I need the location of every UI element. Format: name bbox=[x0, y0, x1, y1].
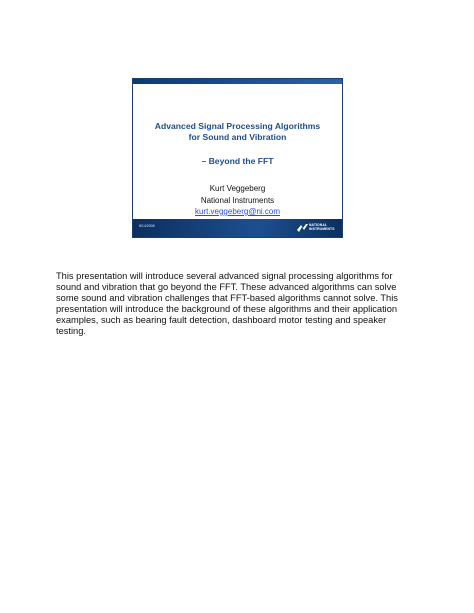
slide-title bbox=[133, 121, 342, 142]
slide-title-line: for Sound and Vibration bbox=[188, 131, 287, 142]
slide-body bbox=[133, 84, 342, 220]
national-instruments-eagle-logo-icon bbox=[297, 223, 308, 233]
notes-line: examples, such as bearing fault detection, dashboard motor testing and speaker bbox=[56, 315, 387, 326]
author-name: Kurt Veggeberg bbox=[209, 184, 266, 193]
slide-author-block bbox=[133, 183, 342, 218]
slide-title-line: Advanced Signal Processing Algorithms bbox=[154, 121, 321, 131]
ni-logo-text bbox=[309, 224, 335, 232]
speaker-notes bbox=[56, 271, 426, 338]
ni-logo-text-line: INSTRUMENTS bbox=[309, 226, 335, 231]
ni-logo bbox=[297, 222, 337, 234]
author-email-link[interactable]: kurt.veggeberg@ni.com bbox=[194, 207, 281, 216]
slide-footer-bar bbox=[133, 219, 342, 237]
slide-footer-date: 8/14/2008 bbox=[139, 224, 155, 228]
slide-subtitle: – Beyond the FFT bbox=[201, 156, 274, 166]
notes-line: presentation will introduce the background of these algorithms and their application bbox=[56, 304, 398, 315]
notes-line: sound and vibration that go beyond the FFT. These advanced algorithms can solve bbox=[56, 282, 397, 293]
notes-line: This presentation will introduce several advanced signal processing algorithms for bbox=[56, 271, 393, 281]
ni-logo-text-line: NATIONAL bbox=[309, 223, 328, 227]
slide-thumbnail bbox=[132, 78, 343, 238]
author-organization: National Instruments bbox=[200, 195, 275, 205]
notes-line: testing. bbox=[56, 326, 86, 337]
notes-line: some sound and vibration challenges that FFT-based algorithms cannot solve. This bbox=[56, 293, 398, 304]
